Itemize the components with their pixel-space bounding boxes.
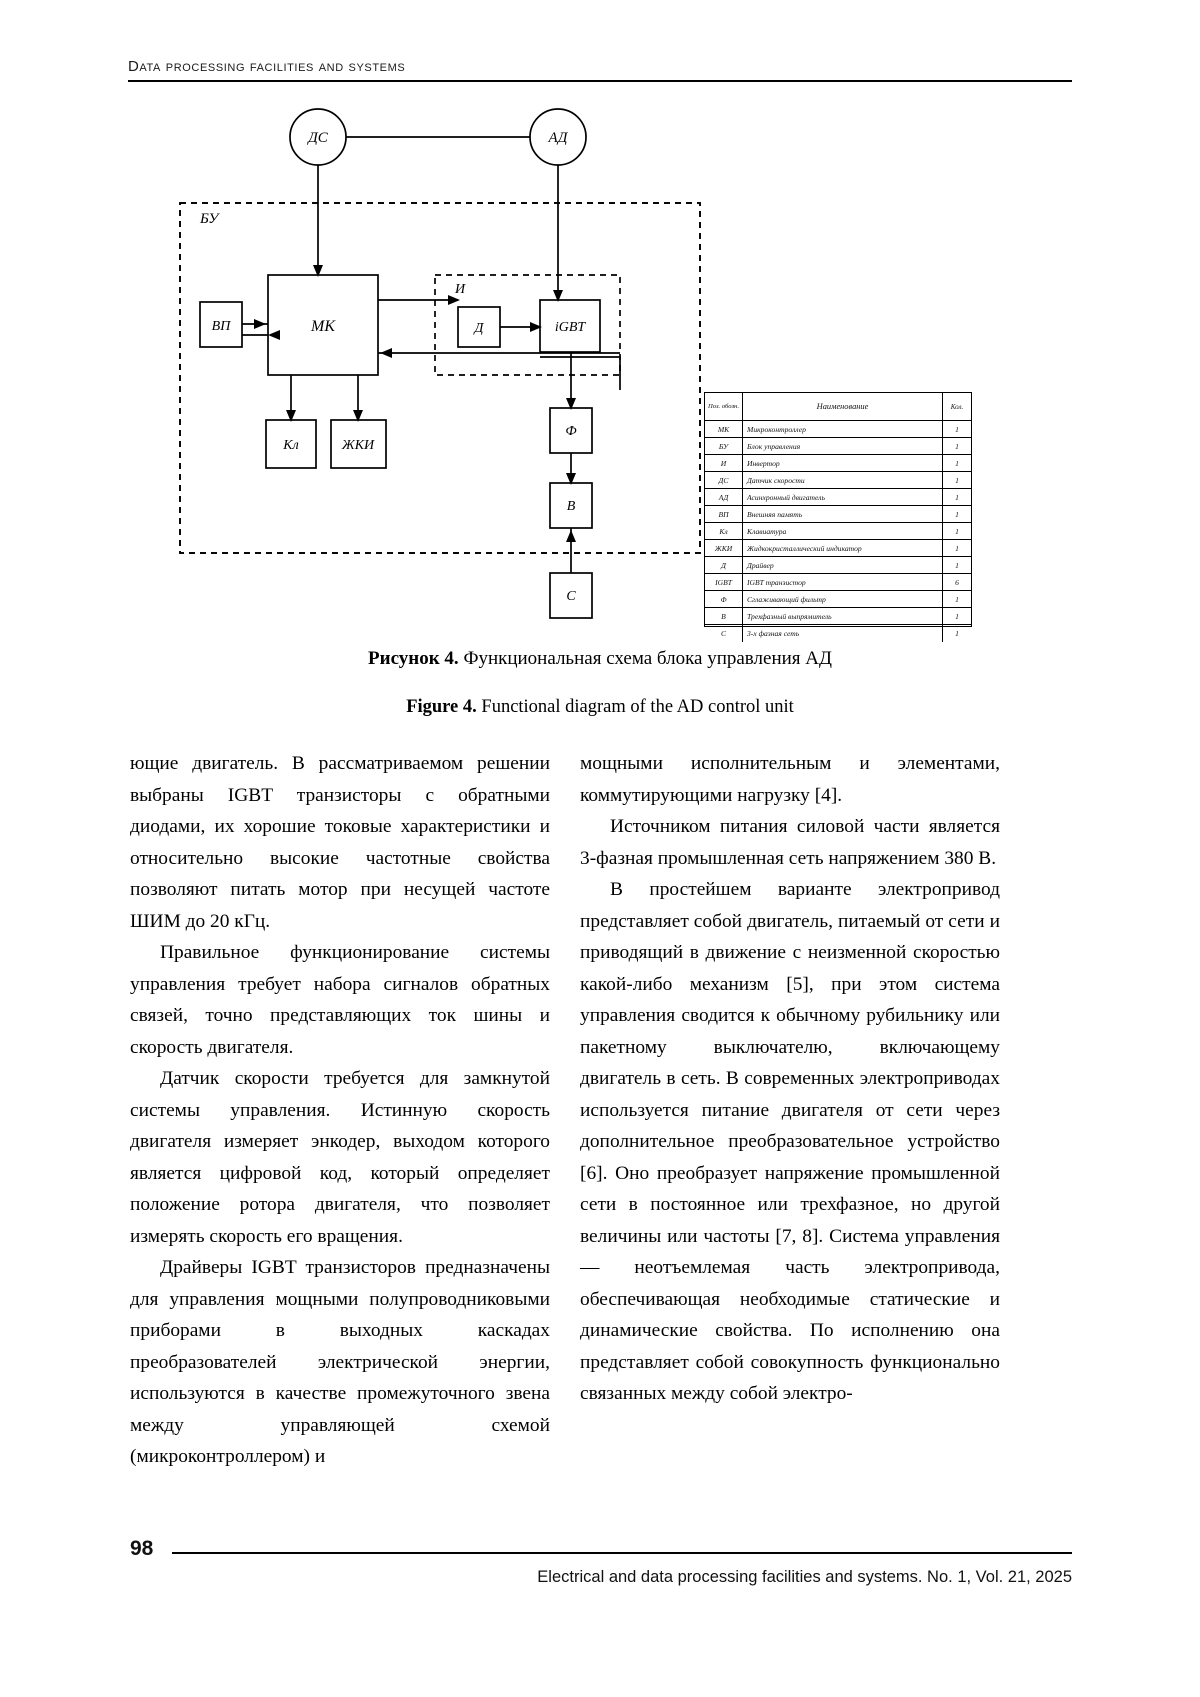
table-row <box>705 608 971 625</box>
cell-qty: 1 <box>955 492 959 502</box>
paragraph: ющие двигатель. В рассматриваемом решении выбраны IGBT транзисторы с обратными диодами, их хорошие токовые характеристики и относительно высокие частотные свойства позволяют питать мотор при несущей частоте ШИМ до 20 кГц. <box>130 753 550 932</box>
figure-caption-en-text: Functional diagram of the AD control unit <box>476 697 794 717</box>
cell-pos: Кл <box>705 523 743 539</box>
paragraph: В простейшем варианте электропривод представляет собой двигатель, питаемый от сети и приводящий в движение с неизменной скоростью какой-либо механизм [5], при этом система управления сводится к обычному рубильнику или пакетному выключателю, включающему двигатель в сеть. В современных электроприводах используется питание двигателя от сети через дополнительное преобразовательное устройство [6]. Оно преобразует напряжение промышленной сети в постоянное или трехфазное, но другой величины или частоты [7, 8]. Система управления — неотъемлемая часть электропривода, обеспечивающая необходимые статические и динамические свойства. По исполнению она представляет собой совокупность функционально связанных между собой электро- <box>580 879 1000 1404</box>
cell-name: Блок управления <box>743 438 943 454</box>
svg-text:АД: АД <box>548 130 568 146</box>
figure-caption-en <box>128 697 1072 718</box>
paragraph: Правильное функционирование системы управления требует набора сигналов обратных связей, точно представляющих ток шины и скорость двигателя. <box>130 942 550 1058</box>
svg-text:ВП: ВП <box>211 319 231 334</box>
cell-name: 3-х фазная сеть <box>743 625 943 642</box>
table-row <box>705 557 971 574</box>
table-row <box>705 506 971 523</box>
cell-pos: БУ <box>705 438 743 454</box>
cell-name: Микроконтроллер <box>743 421 943 437</box>
running-head-rule <box>128 80 1072 82</box>
cell-pos: АД <box>705 489 743 505</box>
svg-text:ЖКИ: ЖКИ <box>341 438 375 453</box>
cell-qty: 1 <box>955 475 959 485</box>
cell-pos: ДС <box>705 472 743 488</box>
cell-pos: В <box>705 608 743 624</box>
cell-pos: IGBT <box>705 574 743 590</box>
table-row <box>705 438 971 455</box>
table-row <box>705 523 971 540</box>
paragraph: Драйверы IGBT транзисторов предназначены для управления мощными полупроводниковыми приборами в выходных каскадах преобразователей электрической энергии, используются в качестве промежуточного звена между управляющей схемой (микроконтроллером) и <box>130 1257 550 1467</box>
cell-qty: 6 <box>955 577 959 587</box>
figure-caption-ru <box>128 648 1072 670</box>
parts-table-header-qty: Кол. <box>950 402 964 411</box>
cell-qty: 1 <box>955 424 959 434</box>
cell-qty: 1 <box>955 611 959 621</box>
cell-qty: 1 <box>955 509 959 519</box>
parts-table <box>704 392 972 638</box>
body-column-left <box>130 748 550 1473</box>
cell-qty: 1 <box>955 526 959 536</box>
cell-name: Внешняя память <box>743 506 943 522</box>
table-row <box>705 421 971 438</box>
table-row <box>705 489 971 506</box>
cell-pos: Ф <box>705 591 743 607</box>
paragraph: мощными исполнительным и элементами, коммутирующими нагрузку [4]. <box>580 753 1000 806</box>
cell-pos: МК <box>705 421 743 437</box>
page-number: 98 <box>130 1537 154 1560</box>
svg-text:В: В <box>566 499 576 514</box>
running-head-text: Data processing facilities and systems <box>128 58 406 75</box>
svg-text:Ф: Ф <box>565 424 577 439</box>
cell-pos: ЖКИ <box>705 540 743 556</box>
paragraph: Датчик скорости требуется для замкнутой системы управления. Истинную скорость двигателя измеряет энкодер, выходом которого является цифровой код, который определяет положение ротора двигателя, что позволяет измерять скорость его вращения. <box>130 1068 550 1247</box>
cell-pos: С <box>705 625 743 642</box>
svg-text:ДС: ДС <box>308 130 328 146</box>
cell-pos: ВП <box>705 506 743 522</box>
body-column-right <box>580 748 1000 1410</box>
cell-qty: 1 <box>955 458 959 468</box>
table-row <box>705 455 971 472</box>
footer-journal-line: Electrical and data processing facilities and systems. No. 1, Vol. 21, 2025 <box>537 1568 1072 1586</box>
cell-name: Инвертор <box>743 455 943 471</box>
parts-table-header-name: Наименование <box>743 393 943 420</box>
svg-text:БУ: БУ <box>200 211 219 227</box>
table-row <box>705 591 971 608</box>
parts-table-header-row <box>705 393 971 421</box>
cell-pos: И <box>705 455 743 471</box>
running-head <box>128 58 1072 75</box>
figure-caption-en-label: Figure 4. <box>406 697 477 717</box>
footer-rule <box>172 1552 1072 1554</box>
table-row <box>705 625 971 642</box>
cell-name: Сглаживающий фильтр <box>743 591 943 607</box>
svg-text:С: С <box>566 589 576 604</box>
table-row <box>705 472 971 489</box>
cell-qty: 1 <box>955 560 959 570</box>
svg-text:Кл: Кл <box>283 438 299 453</box>
cell-pos: Д <box>705 557 743 573</box>
figure-4 <box>128 95 1072 640</box>
figure-caption-ru-text: Функциональная схема блока управления АД <box>458 648 832 669</box>
cell-qty: 1 <box>955 441 959 451</box>
cell-name: Асинхронный двигатель <box>743 489 943 505</box>
table-row <box>705 540 971 557</box>
svg-text:МК: МК <box>311 318 335 335</box>
cell-name: IGBT транзистор <box>743 574 943 590</box>
cell-name: Трехфазный выпрямитель <box>743 608 943 624</box>
svg-text:И: И <box>455 282 466 297</box>
cell-qty: 1 <box>955 629 959 638</box>
table-row <box>705 574 971 591</box>
cell-name: Датчик скорости <box>743 472 943 488</box>
cell-name: Драйвер <box>743 557 943 573</box>
cell-qty: 1 <box>955 543 959 553</box>
svg-text:iGBT: iGBT <box>554 320 586 335</box>
figure-caption-ru-label: Рисунок 4. <box>368 648 459 669</box>
parts-table-header-pos: Поз. обозн. <box>705 393 743 420</box>
cell-name: Клавиатура <box>743 523 943 539</box>
cell-qty: 1 <box>955 594 959 604</box>
paragraph: Источником питания силовой части является 3-фазная промышленная сеть напряжением 380 В. <box>580 816 1000 869</box>
svg-text:Д: Д <box>474 321 484 336</box>
cell-name: Жидкокристаллический индикатор <box>743 540 943 556</box>
